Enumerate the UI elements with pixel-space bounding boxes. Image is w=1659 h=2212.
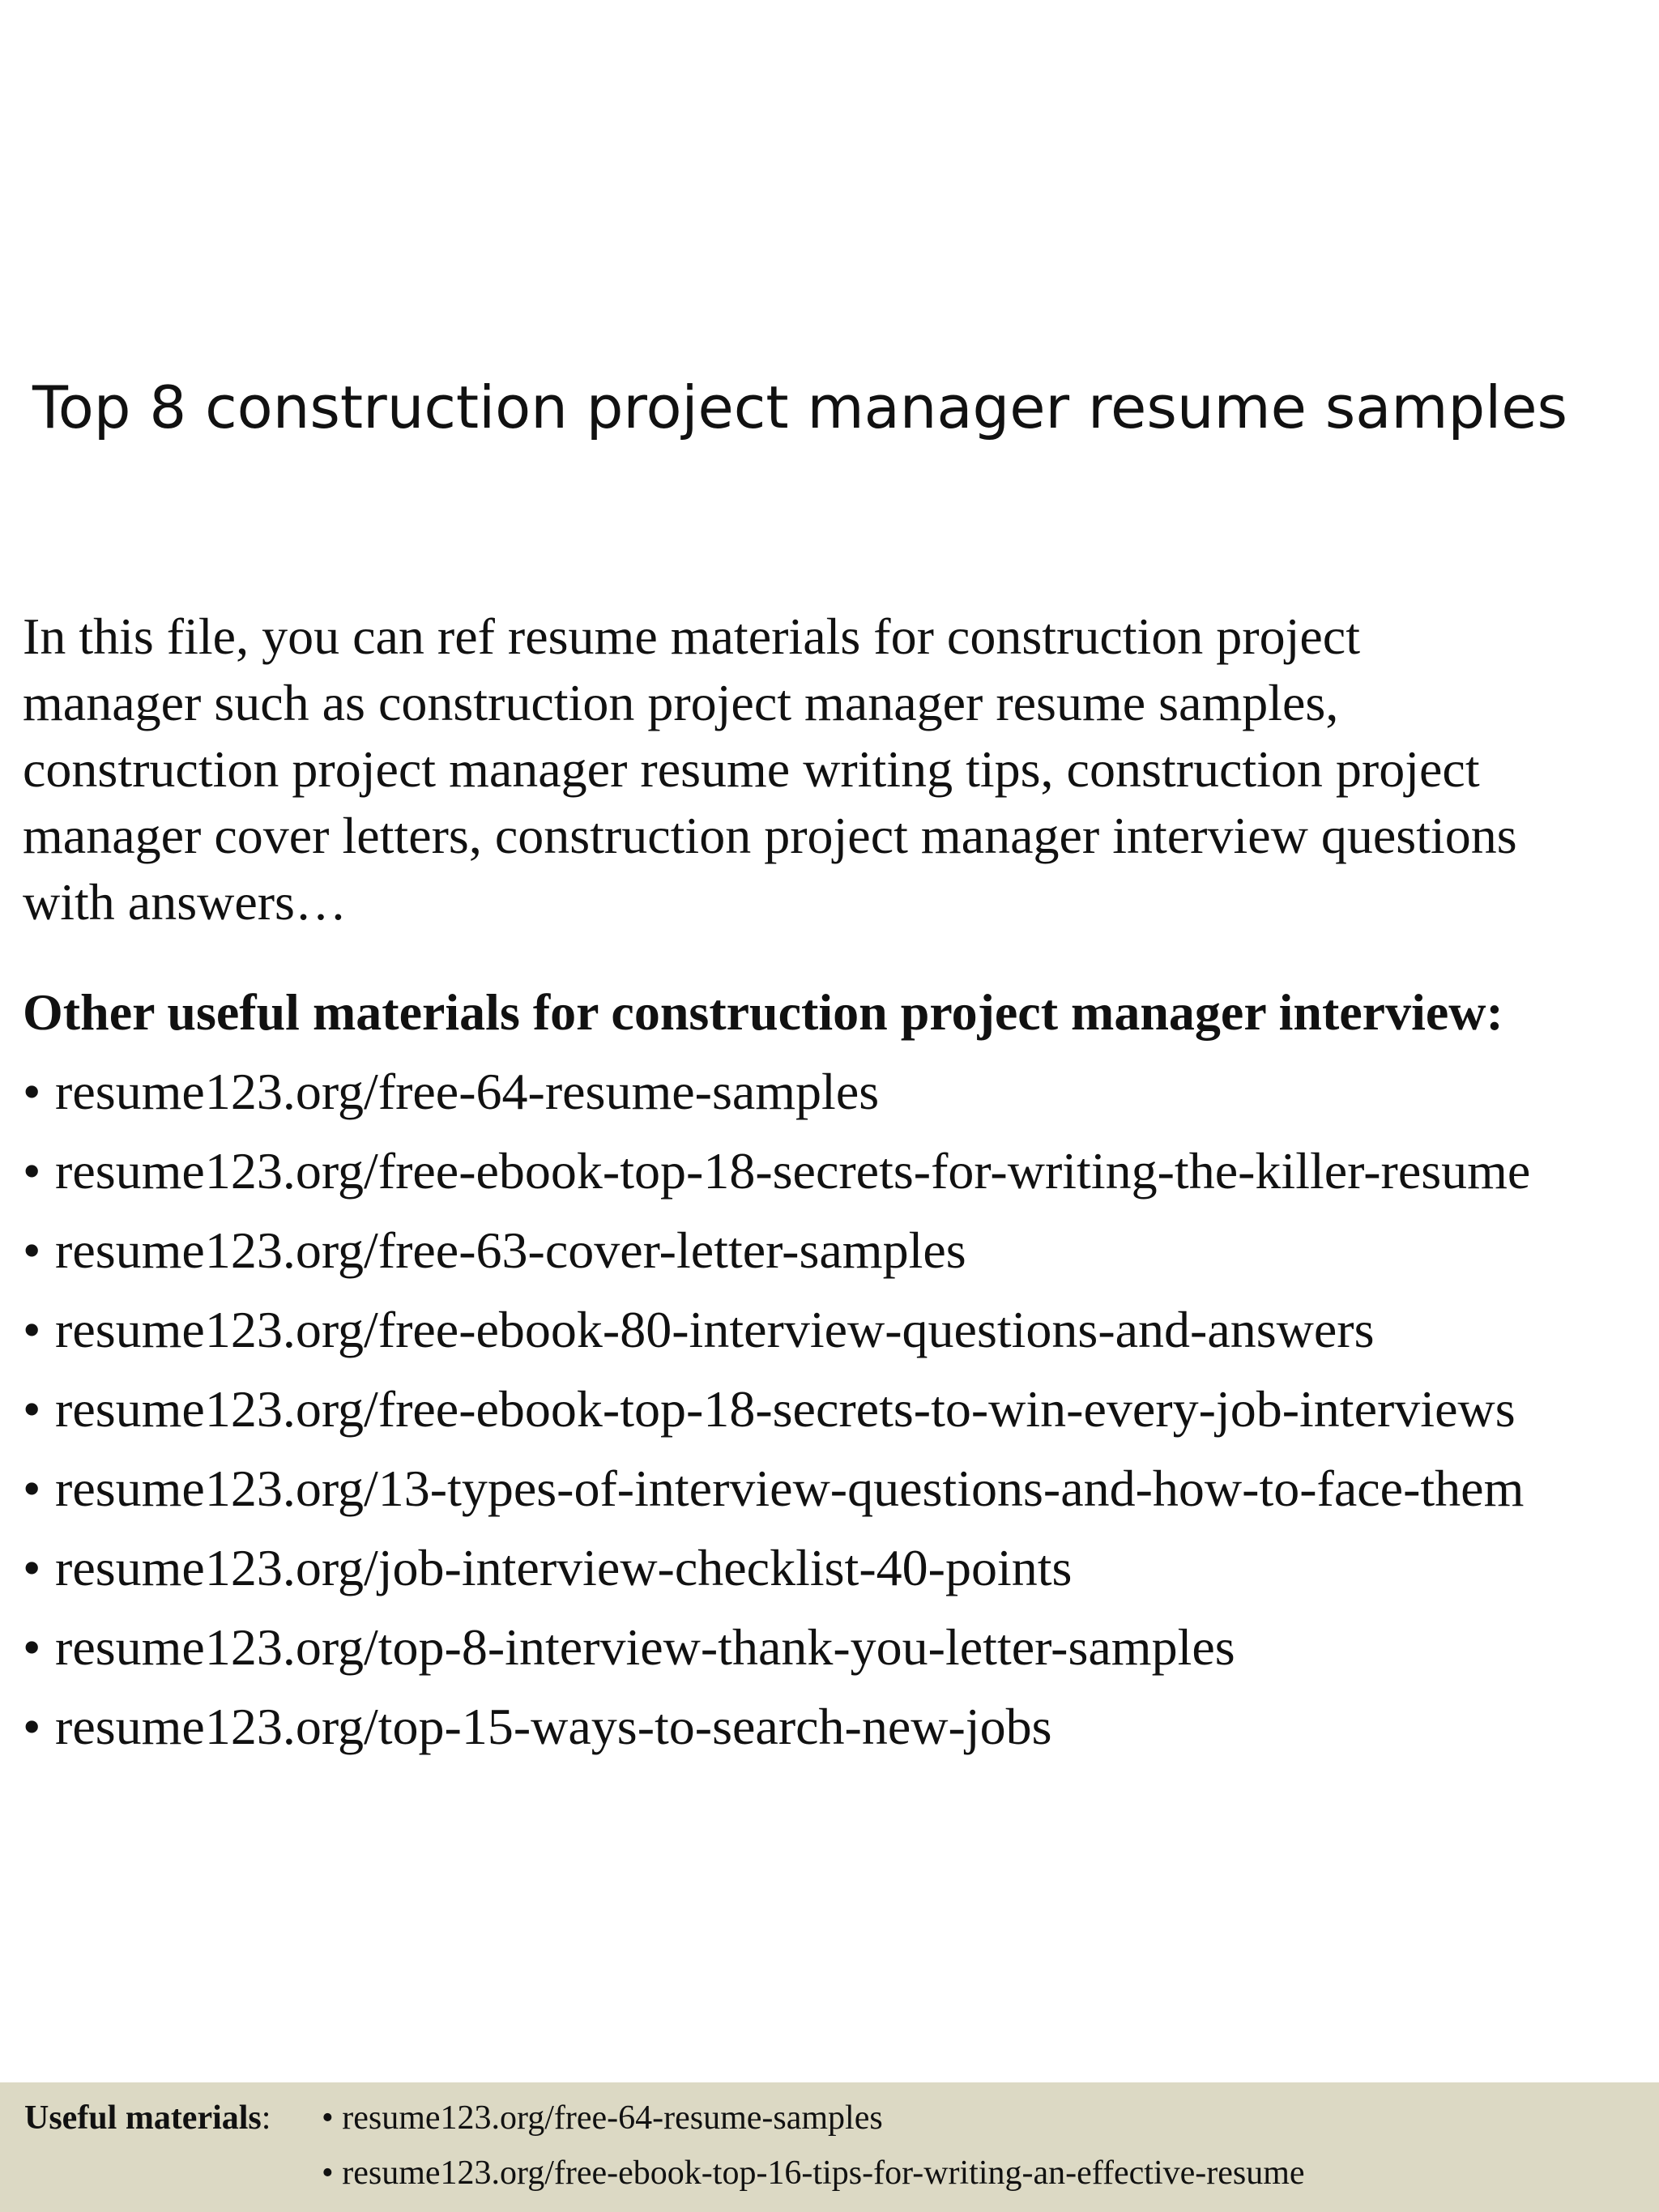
list-item	[23, 1533, 1651, 1613]
list-item	[23, 1454, 1651, 1533]
material-link[interactable]: resume123.org/free-ebook-top-18-secrets-to-win-every-job-interviews	[55, 1380, 1516, 1438]
material-link[interactable]: resume123.org/free-ebook-80-interview-questions-and-answers	[55, 1301, 1375, 1358]
bullet-icon: •	[23, 1460, 41, 1517]
bullet-icon: •	[23, 1539, 41, 1596]
bullet-icon: •	[23, 1698, 41, 1755]
page-title: Top 8 construction project manager resume samples	[32, 373, 1568, 441]
material-link[interactable]: resume123.org/top-15-ways-to-search-new-jobs	[55, 1698, 1052, 1755]
bullet-icon: •	[23, 1618, 41, 1676]
footer-link-item	[322, 2097, 883, 2139]
materials-link-list	[23, 1057, 1651, 1771]
bullet-icon: •	[23, 1221, 41, 1279]
intro-line: with answers…	[23, 873, 347, 931]
intro-paragraph	[23, 603, 1643, 936]
list-item	[23, 1136, 1651, 1216]
material-link[interactable]: resume123.org/free-63-cover-letter-samples	[55, 1221, 966, 1279]
material-link[interactable]: resume123.org/job-interview-checklist-40-points	[55, 1539, 1073, 1596]
intro-line: In this file, you can ref resume materials for construction project	[23, 607, 1360, 665]
intro-line: construction project manager resume writing tips, construction project	[23, 740, 1480, 798]
material-link[interactable]: resume123.org/13-types-of-interview-questions-and-how-to-face-them	[55, 1460, 1525, 1517]
footer-link[interactable]: resume123.org/free-ebook-top-16-tips-for-writing-an-effective-resume	[342, 2154, 1305, 2192]
footer-link[interactable]: resume123.org/free-64-resume-samples	[342, 2099, 883, 2137]
footer-link-item	[322, 2152, 1305, 2194]
bullet-icon: •	[23, 1380, 41, 1438]
footer-label-separator: :	[261, 2099, 271, 2137]
intro-line: manager cover letters, construction project manager interview questions	[23, 807, 1517, 864]
list-item	[23, 1613, 1651, 1692]
footer-bar	[0, 2082, 1659, 2212]
list-item	[23, 1057, 1651, 1136]
material-link[interactable]: resume123.org/free-64-resume-samples	[55, 1063, 880, 1120]
list-item	[23, 1216, 1651, 1295]
footer-label-group	[24, 2097, 271, 2139]
intro-line: manager such as construction project manager resume samples,	[23, 674, 1339, 731]
list-item	[23, 1375, 1651, 1454]
list-item	[23, 1692, 1651, 1771]
other-materials-heading: Other useful materials for construction project manager interview:	[23, 983, 1503, 1041]
bullet-icon: •	[23, 1142, 41, 1200]
bullet-icon: •	[23, 1063, 41, 1120]
material-link[interactable]: resume123.org/free-ebook-top-18-secrets-for-writing-the-killer-resume	[55, 1142, 1531, 1200]
bullet-icon: •	[23, 1301, 41, 1358]
bullet-icon: •	[322, 2154, 334, 2192]
list-item	[23, 1295, 1651, 1375]
bullet-icon: •	[322, 2099, 334, 2137]
material-link[interactable]: resume123.org/top-8-interview-thank-you-letter-samples	[55, 1618, 1235, 1676]
footer-label: Useful materials	[24, 2099, 262, 2137]
